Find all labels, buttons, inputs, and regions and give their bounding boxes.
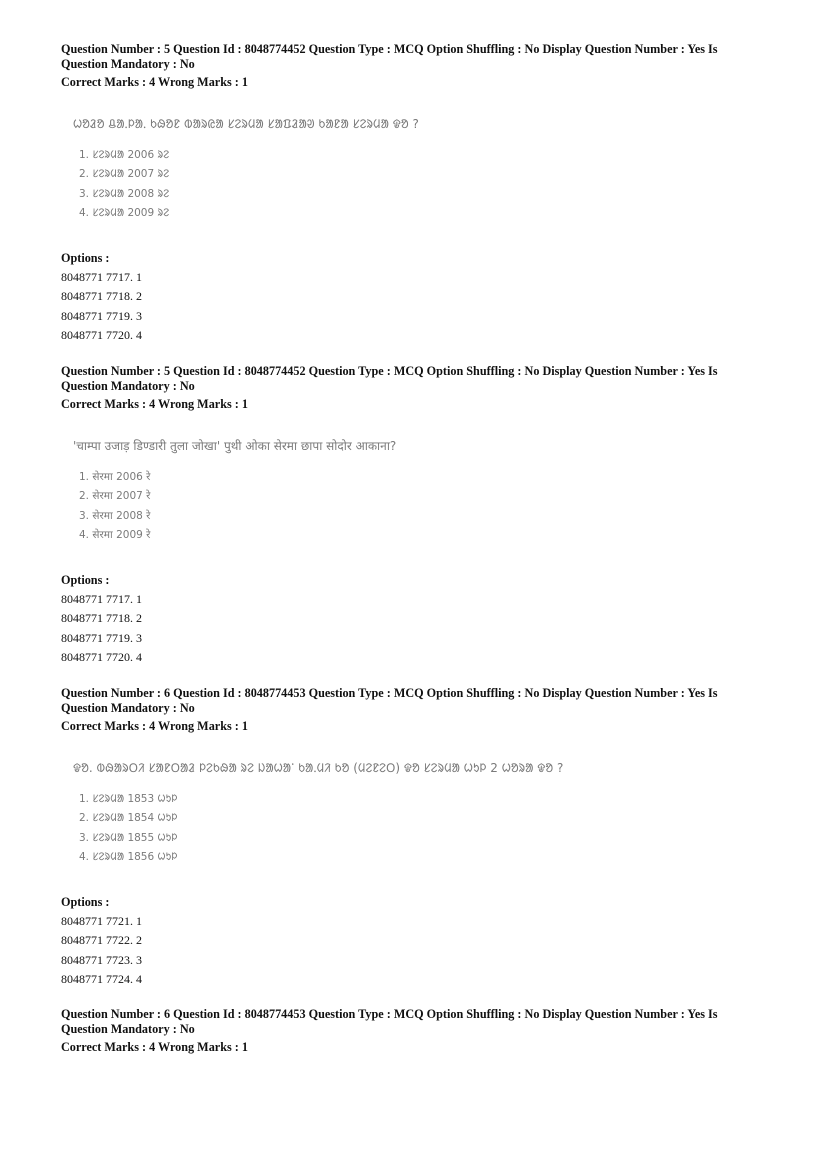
choice-list bbox=[79, 468, 751, 545]
question-block bbox=[61, 42, 751, 345]
question-block bbox=[61, 1007, 751, 1055]
option-row: 8048771 7718. 2 bbox=[61, 611, 142, 626]
options-label: Options : bbox=[61, 251, 110, 266]
marks-line: Correct Marks : 4 Wrong Marks : 1 bbox=[61, 397, 248, 411]
option-row: 8048771 7719. 3 bbox=[61, 308, 142, 323]
option-row: 8048771 7719. 3 bbox=[61, 630, 142, 645]
marks-line: Correct Marks : 4 Wrong Marks : 1 bbox=[61, 1040, 248, 1054]
option-row: 8048771 7724. 4 bbox=[61, 972, 142, 987]
choice-item: 3. ᱥᱮᱨᱢᱟ 1855 ᱦᱩᱞ bbox=[79, 831, 178, 844]
option-row: 8048771 7722. 2 bbox=[61, 933, 142, 948]
question-header: Question Number : 5 Question Id : 8048774452 Question Type : MCQ Option Shuffling : No Display Question Number : Yes Is Question Mandatory : No bbox=[61, 42, 718, 71]
question-header: Question Number : 6 Question Id : 8048774453 Question Type : MCQ Option Shuffling : No Display Question Number : Yes Is Question Mandatory : No bbox=[61, 1007, 718, 1036]
choice-item: 4. ᱥᱮᱨᱢᱟ 2009 ᱨᱮ bbox=[79, 206, 170, 219]
question-image bbox=[73, 760, 751, 867]
option-row: 8048771 7720. 4 bbox=[61, 328, 142, 343]
question-image bbox=[73, 438, 751, 545]
question-text: ᱦᱚᱲᱚ ᱪᱟᱹᱞᱟᱹ ᱠᱷᱚᱱ ᱵᱟᱨᱭᱟ ᱥᱮᱨᱢᱟ ᱥᱟᱯᱲᱟᱣ ᱠᱟᱱᱟ ᱥᱮᱨᱢᱟ ᱫᱚ ? bbox=[73, 117, 419, 131]
question-image bbox=[73, 116, 751, 223]
question-header: Question Number : 6 Question Id : 8048774453 Question Type : MCQ Option Shuffling : No Display Question Number : Yes Is Question Mandatory : No bbox=[61, 686, 718, 715]
question-header: Question Number : 5 Question Id : 8048774452 Question Type : MCQ Option Shuffling : No Display Question Number : Yes Is Question Mandatory : No bbox=[61, 364, 718, 393]
choice-item: 1. सेरमा 2006 रे bbox=[79, 471, 151, 483]
question-text: ᱫᱚ. ᱵᱷᱟᱨᱛᱤ ᱥᱟᱱᱛᱟᱲ ᱞᱮᱠᱷᱟ ᱨᱮ ᱡᱟᱦᱟᱸ ᱠᱟᱹᱢᱤ ᱠᱚ (ᱢᱮᱱᱮᱛ) ᱫᱚ ᱥᱮᱨᱢᱟ ᱦᱩᱞ 2 ᱦᱚᱨᱟ ᱫᱚ ? bbox=[73, 761, 564, 775]
options-list bbox=[61, 912, 751, 989]
choice-item: 3. ᱥᱮᱨᱢᱟ 2008 ᱨᱮ bbox=[79, 187, 170, 200]
marks-line: Correct Marks : 4 Wrong Marks : 1 bbox=[61, 75, 248, 89]
option-row: 8048771 7721. 1 bbox=[61, 914, 142, 929]
option-row: 8048771 7723. 3 bbox=[61, 952, 142, 967]
question-text: 'चाम्पा उजाड़ डिण्डारी तुला जोखा' पुथी ओका सेरमा छापा सोदोर आकाना? bbox=[73, 439, 397, 453]
choice-item: 1. ᱥᱮᱨᱢᱟ 1853 ᱦᱩᱞ bbox=[79, 793, 178, 805]
option-row: 8048771 7717. 1 bbox=[61, 270, 142, 285]
question-block bbox=[61, 686, 751, 989]
choice-item: 2. ᱥᱮᱨᱢᱟ 2007 ᱨᱮ bbox=[79, 168, 170, 181]
option-row: 8048771 7720. 4 bbox=[61, 650, 142, 665]
options-label: Options : bbox=[61, 895, 110, 910]
question-block bbox=[61, 364, 751, 667]
option-row: 8048771 7718. 2 bbox=[61, 289, 142, 304]
choice-list bbox=[79, 146, 751, 223]
options-label: Options : bbox=[61, 573, 110, 588]
option-row: 8048771 7717. 1 bbox=[61, 592, 142, 607]
choice-item: 3. सेरमा 2008 रे bbox=[79, 509, 151, 522]
choice-item: 4. सेरमा 2009 रे bbox=[79, 528, 151, 541]
choice-item: 1. ᱥᱮᱨᱢᱟ 2006 ᱨᱮ bbox=[79, 149, 170, 161]
marks-line: Correct Marks : 4 Wrong Marks : 1 bbox=[61, 719, 248, 733]
choice-item: 2. सेरमा 2007 रे bbox=[79, 490, 151, 503]
options-list bbox=[61, 268, 751, 345]
choice-item: 2. ᱥᱮᱨᱢᱟ 1854 ᱦᱩᱞ bbox=[79, 812, 178, 825]
choice-item: 4. ᱥᱮᱨᱢᱟ 1856 ᱦᱩᱞ bbox=[79, 850, 178, 863]
choice-list bbox=[79, 790, 751, 867]
options-list bbox=[61, 590, 751, 667]
